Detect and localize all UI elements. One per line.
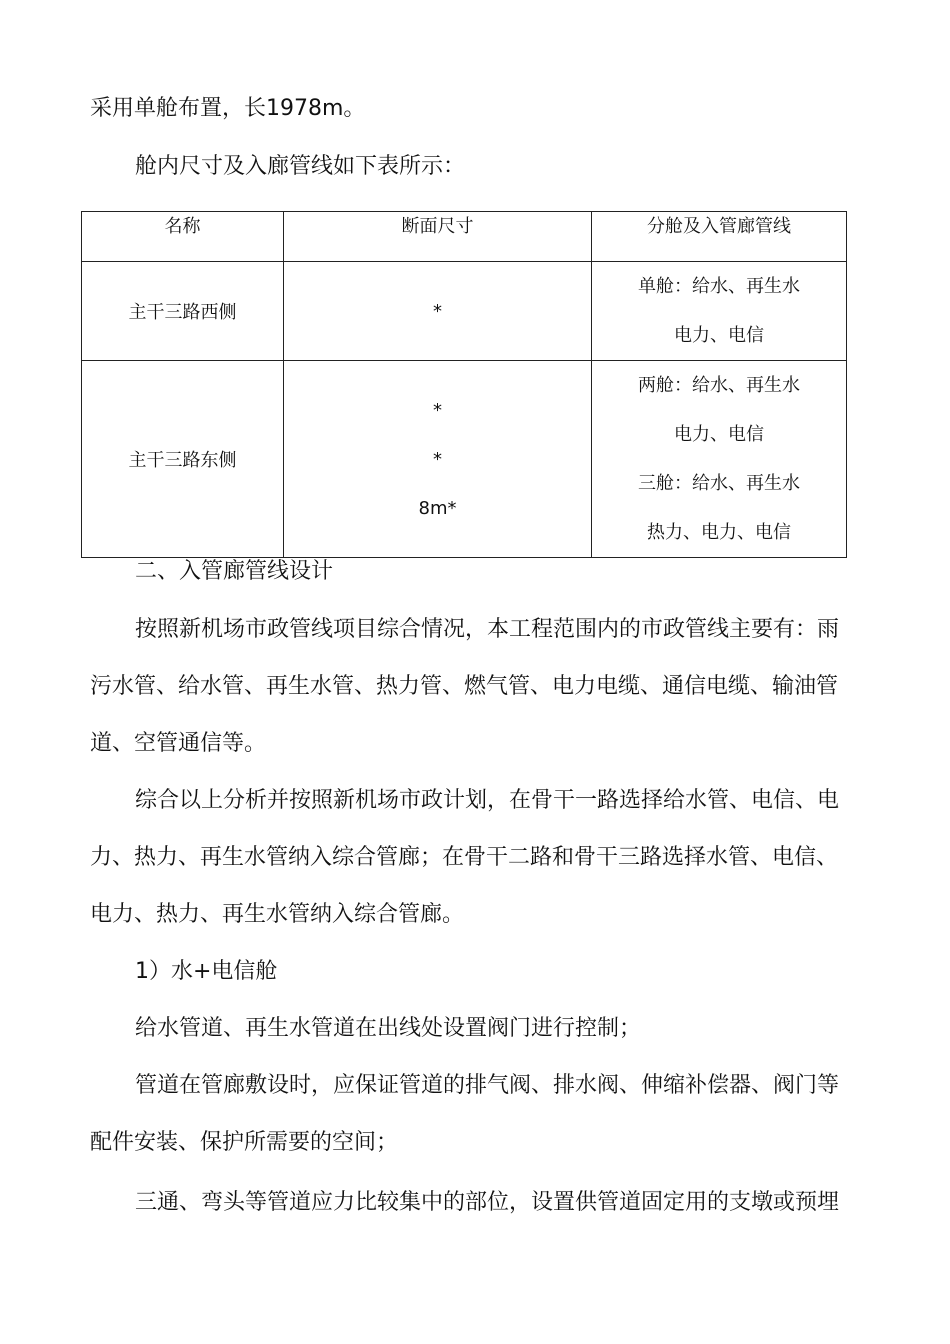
paragraph-pipelines-l1: 按照新机场市政管线项目综合情况，本工程范围内的市政管线主要有：雨 xyxy=(135,617,840,642)
subsection-title: 1）水+电信舱 xyxy=(135,959,278,984)
paragraph-selection-l1: 综合以上分析并按照新机场市政计划，在骨干一路选择给水管、电信、电 xyxy=(135,788,840,813)
line-item: 电力、电信 xyxy=(674,424,764,445)
paragraph-table-intro: 舱内尺寸及入廊管线如下表所示： xyxy=(135,154,466,179)
cabin-spec-table xyxy=(81,211,847,558)
paragraph-selection-l2: 力、热力、再生水管纳入综合管廊；在骨干二路和骨干三路选择水管、电信、 xyxy=(90,845,839,870)
table-row xyxy=(82,361,847,558)
row-size xyxy=(284,262,592,361)
line-item: 电力、电信 xyxy=(674,325,764,346)
row-name: 主干三路东侧 xyxy=(82,361,284,558)
paragraph-pipelines-l2: 污水管、给水管、再生水管、热力管、燃气管、电力电缆、通信电缆、输油管 xyxy=(90,674,839,699)
header-cabin-lines: 分舱及入管廊管线 xyxy=(592,212,847,262)
section-title: 二、入管廊管线设计 xyxy=(135,559,334,584)
header-section-size: 断面尺寸 xyxy=(284,212,592,262)
paragraph-space-l2: 配件安装、保护所需要的空间； xyxy=(90,1130,399,1155)
row-lines xyxy=(592,262,847,361)
line-item: 热力、电力、电信 xyxy=(647,522,791,543)
table-header-row xyxy=(82,212,847,262)
header-name: 名称 xyxy=(82,212,284,262)
size-value: * xyxy=(433,300,442,322)
paragraph-pipelines-l3: 道、空管通信等。 xyxy=(90,731,267,756)
paragraph-space-l1: 管道在管廊敷设时，应保证管道的排气阀、排水阀、伸缩补偿器、阀门等 xyxy=(135,1073,840,1098)
size-value: * xyxy=(433,399,442,421)
row-lines xyxy=(592,361,847,558)
line-item: 三舱：给水、再生水 xyxy=(638,473,800,494)
paragraph-length: 采用单舱布置，长1978m。 xyxy=(90,96,366,121)
size-value: 8m* xyxy=(418,497,457,519)
paragraph-supports-l1: 三通、弯头等管道应力比较集中的部位，设置供管道固定用的支墩或预埋 xyxy=(135,1190,840,1215)
size-value: * xyxy=(433,448,442,470)
table-row xyxy=(82,262,847,361)
line-item: 单舱：给水、再生水 xyxy=(638,276,800,297)
paragraph-valves: 给水管道、再生水管道在出线处设置阀门进行控制； xyxy=(135,1016,642,1041)
paragraph-selection-l3: 电力、热力、再生水管纳入综合管廊。 xyxy=(90,902,465,927)
line-item: 两舱：给水、再生水 xyxy=(638,375,800,396)
row-size xyxy=(284,361,592,558)
row-name: 主干三路西侧 xyxy=(82,262,284,361)
